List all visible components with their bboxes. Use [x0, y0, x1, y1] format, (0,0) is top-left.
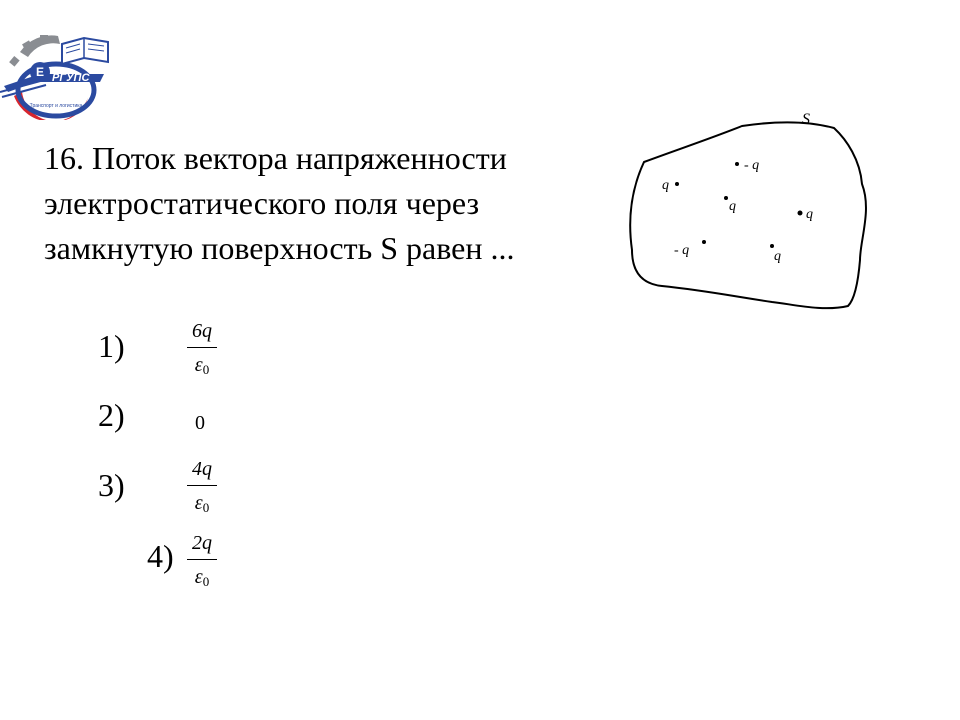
- option-fraction: [187, 530, 217, 594]
- charge-dot: [724, 196, 728, 200]
- fraction-denominator: $\varepsilon_0$: [194, 354, 210, 377]
- question-line: замкнутую поверхность S равен ...: [44, 230, 515, 266]
- fraction-denominator: $\varepsilon_0$: [194, 492, 210, 515]
- fraction-denominator: $\varepsilon_0$: [194, 566, 210, 589]
- option-number: 2): [98, 397, 125, 433]
- charge-dot: [702, 240, 706, 244]
- charge-label: - q: [674, 243, 690, 258]
- logo-motto: Транспорт и логистика: [29, 103, 83, 109]
- charge-label: q: [774, 249, 781, 264]
- question-line: электростатического поля через: [44, 185, 480, 221]
- option-number: 1): [98, 328, 125, 364]
- charge-label: q: [662, 178, 669, 193]
- option-value: 0: [195, 412, 205, 434]
- logo-emblem-icon: [0, 30, 115, 120]
- fraction-numerator: 4q: [192, 458, 212, 480]
- surface-label: S: [802, 111, 810, 128]
- option-fraction: [187, 456, 217, 520]
- option-number: 4): [147, 538, 174, 574]
- option-number: 3): [98, 467, 125, 503]
- charge-dot: [798, 211, 803, 216]
- charge-label: q: [806, 207, 813, 222]
- question-line: 16. Поток вектора напряженности: [44, 140, 507, 176]
- question-text: [44, 136, 604, 271]
- logo-letter: Е: [35, 65, 45, 79]
- option-fraction: [187, 318, 217, 382]
- closed-surface-outline: [630, 122, 866, 308]
- fraction-numerator: 2q: [192, 532, 212, 554]
- university-logo: [0, 30, 115, 120]
- charge-label: - q: [744, 158, 760, 173]
- charge-dot: [735, 162, 739, 166]
- closed-surface-figure: [622, 100, 882, 320]
- charge-dot: [675, 182, 679, 186]
- charge-label: q: [729, 199, 736, 214]
- logo-name: РГУПС: [52, 72, 90, 84]
- fraction-numerator: 6q: [192, 320, 212, 342]
- charge-dot: [770, 244, 774, 248]
